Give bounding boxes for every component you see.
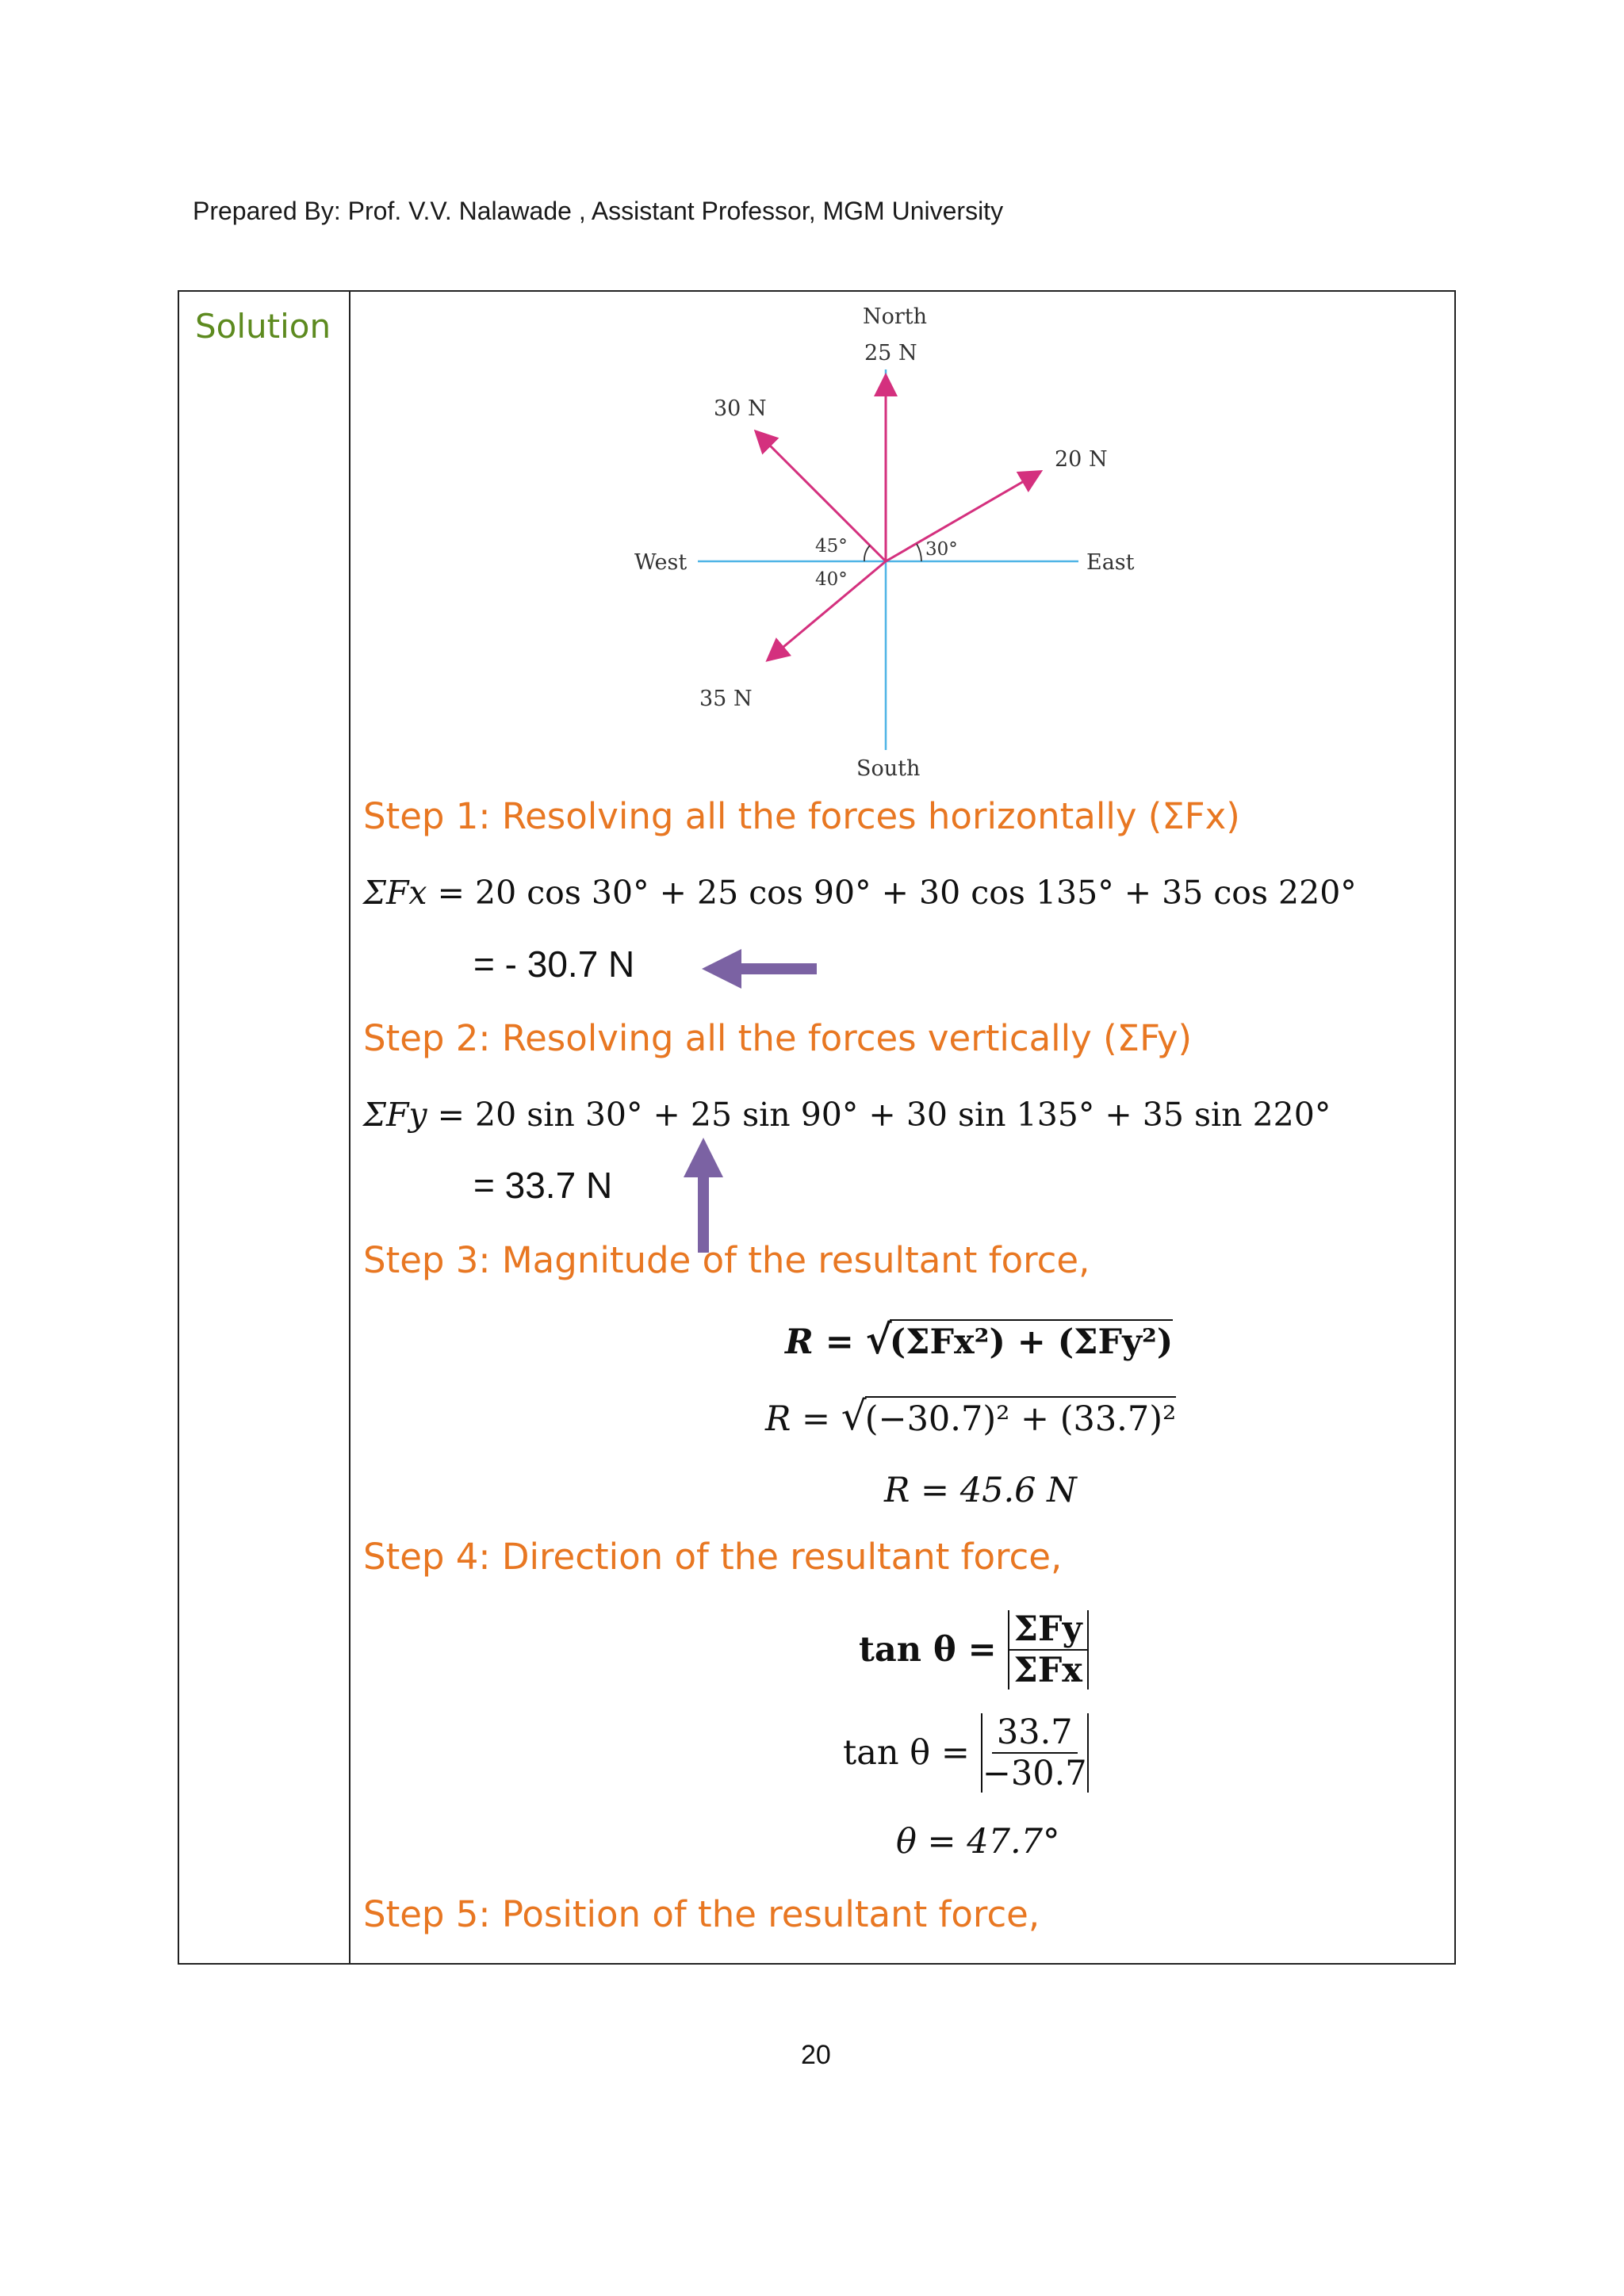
angle-arc-45 xyxy=(864,545,870,561)
label-angle-30: 30° xyxy=(925,539,958,560)
step-2-rhs: = 20 sin 30° + 25 sin 90° + 30 sin 135° + 35 sin 220° xyxy=(437,1096,1331,1134)
page-header: Prepared By: Prof. V.V. Nalawade , Assistant Professor, MGM University xyxy=(193,197,1004,225)
force-diagram-svg xyxy=(611,290,1182,790)
label-south: South xyxy=(856,756,921,781)
fraction-den-1: ΣFx xyxy=(1013,1651,1082,1690)
step-5-title: Step 5: Position of the resultant force, xyxy=(363,1893,1040,1935)
step-2-lhs: ΣFy xyxy=(363,1096,427,1134)
step-4-eq2 xyxy=(843,1712,1089,1793)
step-3-eq1-rhs: (ΣFx²) + (ΣFy²) xyxy=(890,1319,1174,1362)
fraction-sigma xyxy=(1009,1609,1087,1690)
label-east: East xyxy=(1086,550,1135,575)
step-3-title: Step 3: Magnitude of the resultant force, xyxy=(363,1239,1090,1281)
fraction-num-1: ΣFy xyxy=(1009,1609,1087,1651)
step-1-title: Step 1: Resolving all the forces horizontally (ΣFx) xyxy=(363,795,1240,837)
left-arrow-icon xyxy=(702,949,821,989)
sqrt-sign-1: √ (ΣFx²) + (ΣFy²) xyxy=(865,1316,1174,1363)
fraction-num-2: 33.7 xyxy=(992,1712,1078,1754)
step-3-eq1: R = √ (ΣFx²) + (ΣFy²) xyxy=(785,1316,1174,1363)
force-20n xyxy=(886,473,1039,561)
fraction-values xyxy=(982,1712,1087,1793)
label-angle-40: 40° xyxy=(815,569,848,590)
step-4-theta: θ = 47.7° xyxy=(896,1822,1060,1862)
step-3-eq2: R = √ (−30.7)² + (33.7)² xyxy=(765,1393,1177,1439)
label-20n: 20 N xyxy=(1055,447,1108,472)
table-divider xyxy=(349,292,350,1963)
step-3-eq2-rhs: (−30.7)² + (33.7)² xyxy=(865,1396,1176,1439)
angle-arc-30 xyxy=(917,544,921,561)
label-north: North xyxy=(863,304,928,329)
step-3-eq3: R = 45.6 N xyxy=(884,1471,1077,1510)
force-diagram xyxy=(611,290,1182,790)
step-1-lhs: ΣFx xyxy=(363,874,427,912)
sqrt-sign-2: √ (−30.7)² + (33.7)² xyxy=(841,1393,1177,1439)
step-2-equation xyxy=(363,1096,1331,1134)
step-1-rhs: = 20 cos 30° + 25 cos 90° + 30 cos 135° + 35 cos 220° xyxy=(437,874,1357,912)
step-4-title: Step 4: Direction of the resultant force, xyxy=(363,1536,1063,1578)
label-30n: 30 N xyxy=(714,396,767,421)
fraction-den-2: −30.7 xyxy=(982,1754,1087,1793)
label-angle-45: 45° xyxy=(815,536,848,557)
step-3-eq2-lhs: R xyxy=(765,1399,791,1439)
label-west: West xyxy=(634,550,688,575)
step-4-eq1 xyxy=(859,1609,1089,1690)
label-35n: 35 N xyxy=(699,687,753,711)
solution-label: Solution xyxy=(195,307,331,346)
page-number: 20 xyxy=(801,2040,831,2070)
step-4-tan-lhs-2: tan θ = xyxy=(843,1733,970,1773)
step-1-result: = - 30.7 N xyxy=(473,943,635,985)
step-2-title: Step 2: Resolving all the forces vertically (ΣFy) xyxy=(363,1017,1193,1059)
step-2-result: = 33.7 N xyxy=(473,1165,613,1206)
step-1-equation xyxy=(363,874,1357,912)
step-4-tan-lhs: tan θ = xyxy=(859,1630,997,1670)
label-north-force: 25 N xyxy=(864,341,917,365)
step-3-eq1-lhs: R xyxy=(785,1322,814,1362)
